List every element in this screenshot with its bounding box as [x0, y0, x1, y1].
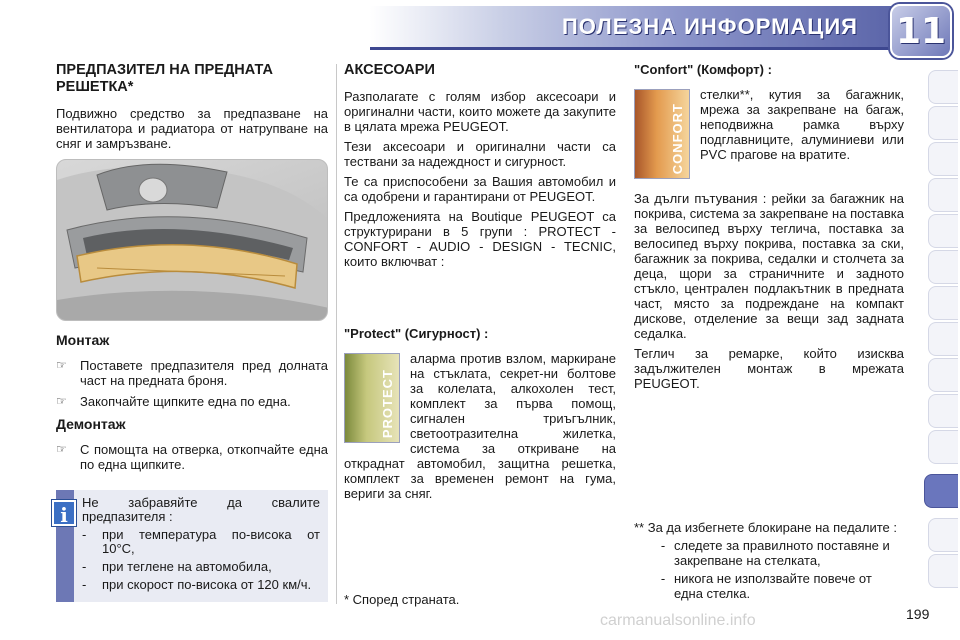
middle-column: [344, 62, 616, 506]
accessories-p4: Предложенията на Boutique PEUGEOT са структурирани в 5 групи : PROTECT - CONFORT - AUDIO - DESIGN - TECNIC, които включват :: [344, 209, 616, 269]
chapter-tab[interactable]: [928, 430, 958, 464]
car-bumper-drawing: [57, 160, 328, 321]
chapter-tab[interactable]: [928, 394, 958, 428]
accessories-p3: Те са приспособени за Вашия автомобил и са одобрени и гарантирани от PEUGEOT.: [344, 174, 616, 204]
footnote: * Според страната.: [344, 592, 460, 607]
info-box: [56, 490, 328, 602]
chapter-tabs: [928, 70, 960, 630]
page-title: ПОЛЕЗНА ИНФОРМАЦИЯ: [561, 14, 858, 39]
list-item: ☞ Поставете предпазителя пред долната част на предната броня.: [56, 358, 328, 388]
watermark: carmanualsonline.info: [600, 612, 756, 629]
chapter-tab-active[interactable]: [924, 474, 958, 508]
chapter-tab[interactable]: [928, 178, 958, 212]
long-trips-text: За дълги пътувания : рейки за багажник на покрива, система за закрепване на поставка за велосипед върху теглича, поставка за велосипед върху покрива, поставка за ски, багажник за покрива, седалки и столчета за деца, щори за страничните и задното стъкло, централен подлакътник в предната част, място за подреждане на компакт дискове, отделение за вещи зад задната седалка.: [634, 191, 904, 341]
chapter-tab[interactable]: [928, 142, 958, 176]
confort-text: стелки**, кутия за багажник, мрежа за закрепване на багаж, неподвижна рамка върху подглавниците, алуминиеви или PVC прагове на вратите.: [700, 87, 904, 162]
chapter-tab[interactable]: [928, 286, 958, 320]
page-number: 199: [906, 606, 930, 622]
finger-pointer-icon: ☞: [56, 442, 67, 456]
chapter-badge: [890, 4, 952, 58]
left-column: [56, 62, 328, 478]
list-item: - при скорост по-висока от 120 км/ч.: [82, 577, 312, 592]
protect-pack-label: PROTECT: [380, 368, 395, 438]
info-box-intro: Не забравяйте да свалите предпазителя :: [82, 495, 320, 524]
confort-pack-image: [634, 89, 690, 179]
chapter-tab[interactable]: [928, 554, 958, 588]
list-item: - следете за правилното поставяне и закрепване на стелката,: [660, 538, 890, 568]
list-item: - при теглене на автомобила,: [82, 559, 272, 574]
protect-pack-image: [344, 353, 400, 443]
chapter-tab[interactable]: [928, 322, 958, 356]
section-title-grille: ПРЕДПАЗИТЕЛ НА ПРЕДНАТА РЕШЕТКА*: [56, 62, 273, 95]
tow-text: Теглич за ремарке, който изисква задължителен монтаж в мрежата PEUGEOT.: [634, 346, 904, 391]
dismount-heading: Демонтаж: [56, 416, 126, 432]
chapter-number: 11: [895, 10, 947, 52]
finger-pointer-icon: ☞: [56, 358, 67, 372]
column-divider: [336, 64, 337, 604]
chapter-tab[interactable]: [928, 70, 958, 104]
chapter-tab[interactable]: [928, 214, 958, 248]
finger-pointer-icon: ☞: [56, 394, 67, 408]
right-column: [634, 62, 904, 396]
chapter-tab[interactable]: [928, 358, 958, 392]
protect-text: аларма против взлом, маркиране на стъклата, секрет-ни болтове за колелата, алкохолен тест, комплект за първа помощ, сигнален триъгълник, светоотразителна жилетка, система за откриване на откраднат автомобил, защитна решетка, комплект за временен ремонт на гума, вериги за сняг.: [344, 351, 616, 501]
page-header: [0, 0, 960, 60]
car-front-illustration: [56, 159, 328, 321]
pedal-note: [634, 520, 904, 601]
protect-heading: "Protect" (Сигурност) :: [344, 326, 489, 341]
chapter-tab[interactable]: [928, 518, 958, 552]
chapter-tab[interactable]: [928, 250, 958, 284]
grille-intro: Подвижно средство за предпазване на вентилатора и радиатора от натрупване на сняг и замръзване.: [56, 106, 328, 151]
confort-heading: "Confort" (Комфорт) :: [634, 62, 772, 77]
section-title-accessories: АКСЕСОАРИ: [344, 62, 435, 78]
accessories-p2: Тези аксесоари и оригинални части са тествани за надеждност и сигурност.: [344, 139, 616, 169]
info-icon: i: [52, 500, 76, 526]
pedal-note-intro: ** За да избегнете блокиране на педалите :: [634, 520, 898, 535]
confort-pack-label: CONFORT: [670, 102, 685, 174]
list-item: - при температура по-висока от 10°C,: [82, 527, 320, 556]
list-item: - никога не използвайте повече от една стелка.: [660, 571, 872, 601]
list-item: ☞ С помощта на отверка, откопчайте една по една щипките.: [56, 442, 328, 472]
list-item: ☞ Закопчайте щипките една по една.: [56, 394, 291, 409]
mount-heading: Монтаж: [56, 332, 110, 348]
chapter-tab[interactable]: [928, 106, 958, 140]
accessories-p1: Разполагате с голям избор аксесоари и оригинални части, които можете да закупите в цялата мрежа PEUGEOT.: [344, 89, 616, 134]
